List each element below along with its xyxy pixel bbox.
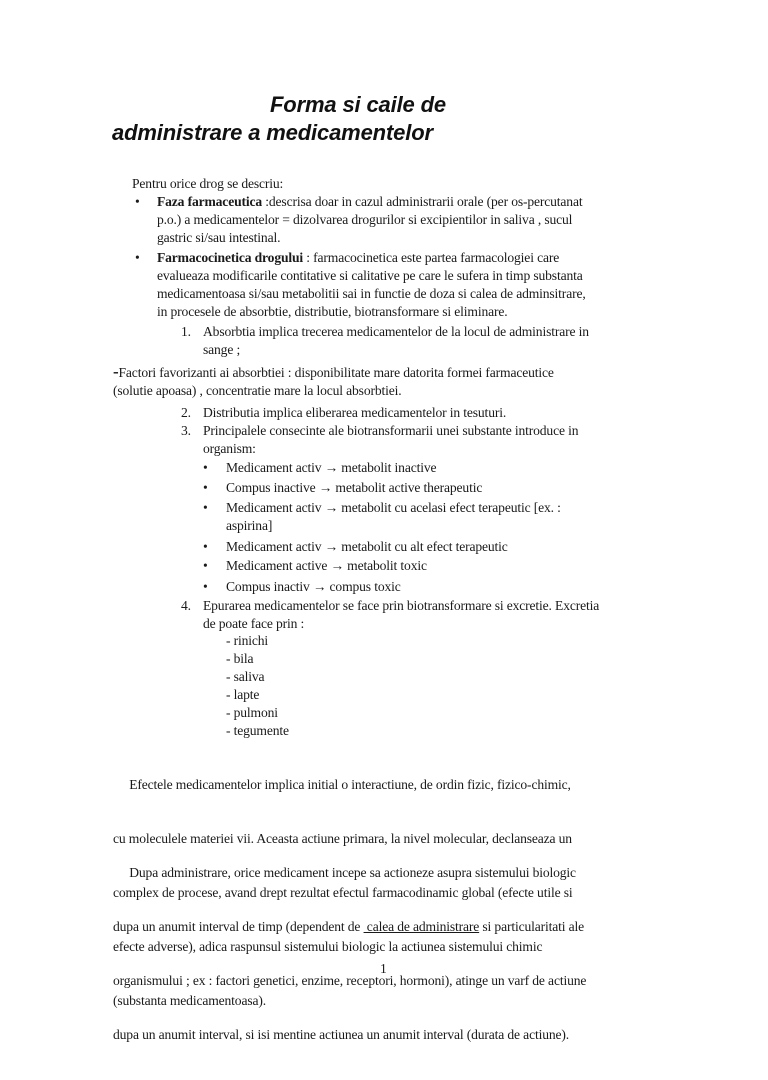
bullet-icon: • (203, 460, 208, 475)
item-number: 2. (181, 405, 191, 420)
paragraph-line: (substanta medicamentoasa). (113, 993, 266, 1008)
paragraph-line: Efectele medicamentelor implica initial o interactiune, de ordin fizic, fizico-chimic, (113, 777, 571, 792)
paragraph-line: Dupa administrare, orice medicament incepe sa actioneze asupra sistemului biologic (113, 865, 576, 880)
item-line: Absorbtia implica trecerea medicamentelor de la locul de administrare in (203, 324, 589, 339)
bullet-icon: • (203, 539, 208, 554)
bullet-text (157, 193, 645, 247)
paragraph-line: dupa un anumit interval, si isi mentine actiunea un anumit interval (durata de actiune). (113, 1027, 570, 1042)
item-number: 1. (181, 324, 191, 339)
consequence-line: Compus inactive → metabolit active therapeutic (226, 480, 483, 495)
factor-line: Factori favorizanti ai absorbtiei : disponibilitate mare datorita formei farmaceutice (118, 365, 554, 380)
bullet-line: medicamentoasa si/sau metabolitii sai in functie de doza si calea de adminsitrare, (157, 286, 586, 301)
consequence-line: Medicament activ → metabolit inactive (226, 460, 437, 475)
paragraph-line: efecte adverse), adica raspunsul sistemului biologic la actiunea sistemului chimic (113, 939, 543, 954)
consequence-line: Medicament active → metabolit toxic (226, 558, 427, 573)
elimination-route: - tegumente (226, 723, 289, 738)
dash-marker: - (113, 362, 119, 381)
bullet-line: in procesele de absorbtie, distributie, biotransformare si eliminare. (157, 304, 508, 319)
paragraph-line: complex de procese, avand drept rezultat efectul farmacodinamic global (efecte utile si (113, 885, 573, 900)
paragraph-administration (113, 828, 653, 1080)
bullet-label: Faza farmaceutica (157, 194, 263, 209)
elimination-route: - pulmoni (226, 705, 278, 720)
item-line: organism: (203, 441, 256, 456)
title-line-1: Forma si caile de (270, 92, 446, 117)
absorption-factors (113, 363, 643, 400)
bullet-icon: • (203, 558, 208, 573)
bullet-icon: • (135, 250, 140, 265)
bullet-icon: • (135, 194, 140, 209)
bullet-line: evalueaza modificarile contitative si calitative pe care le sufera in timp substanta (157, 268, 583, 283)
bullet-line: gastric si/sau intestinal. (157, 230, 281, 245)
item-line: Distributia implica eliberarea medicamentelor in tesuturi. (203, 405, 507, 420)
page-number: 1 (380, 961, 387, 976)
elimination-route: - bila (226, 651, 254, 666)
bullet-text (157, 249, 645, 321)
elimination-route: - lapte (226, 687, 260, 702)
intro-text: Pentru orice drog se descriu: (132, 176, 284, 191)
bullet-label: Farmacocinetica drogului (157, 250, 304, 265)
consequence-line: aspirina] (226, 518, 273, 533)
page-title (112, 91, 446, 147)
consequence-line: Medicament activ → metabolit cu alt efect terapeutic (226, 539, 508, 554)
title-line-2: administrare a medicamentelor (112, 120, 433, 145)
underlined-term: calea de administrare (363, 919, 480, 934)
paragraph-text: si particularitati ale (479, 919, 585, 934)
bullet-line: : farmacocinetica este partea farmacologiei care (303, 250, 560, 265)
consequence-line: Medicament activ → metabolit cu acelasi efect terapeutic [ex. : (226, 500, 561, 515)
paragraph-line: cu moleculele materiei vii. Aceasta actiune primara, la nivel molecular, declanseaza un (113, 831, 572, 846)
item-line: sange ; (203, 342, 241, 357)
bullet-icon: • (203, 480, 208, 495)
item-number: 4. (181, 598, 191, 613)
item-line: Epurarea medicamentelor se face prin biotransformare si excretie. Excretia (203, 598, 600, 613)
elimination-route: - saliva (226, 669, 265, 684)
bullet-icon: • (203, 579, 208, 594)
bullet-icon: • (203, 500, 208, 515)
item-line: Principalele consecinte ale biotransformarii unei substante introduce in (203, 423, 579, 438)
factor-line: (solutie apoasa) , concentratie mare la locul absorbtiei. (113, 383, 402, 398)
elimination-route: - rinichi (226, 633, 269, 648)
item-number: 3. (181, 423, 191, 438)
bullet-line: :descrisa doar in cazul administrarii orale (per os-percutanat (262, 194, 583, 209)
paragraph-line: organismului ; ex : factori genetici, enzime, receptori, hormoni), atinge un varf de actiune (113, 973, 587, 988)
consequence-line: Compus inactiv → compus toxic (226, 579, 401, 594)
paragraph-text: dupa un anumit interval de timp (dependent de (113, 919, 364, 934)
bullet-line: p.o.) a medicamentelor = dizolvarea drogurilor si excipientilor in saliva , sucul (157, 212, 573, 227)
item-line: de poate face prin : (203, 616, 305, 631)
